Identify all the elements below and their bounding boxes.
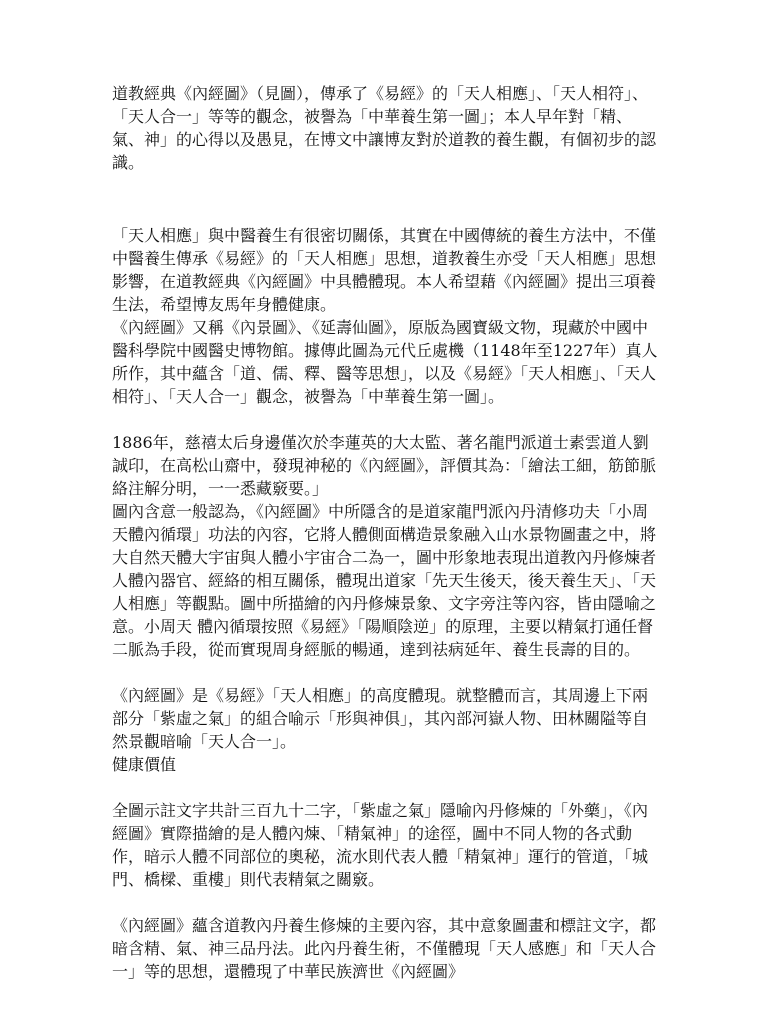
paragraph-gap — [112, 776, 660, 799]
paragraph-neidan: 《內經圖》蘊含道教內丹養生修煉的主要內容，其中意象圖畫和標註文字，都暗含精、氣、神三品丹法。此內丹養生術，不僅體現「天人感應」和「天人合一」等的思想，還體現了中華民族濟世《內經圖》 — [112, 916, 657, 981]
paragraph-gap — [112, 201, 660, 224]
paragraph-annotations: 全圖示註文字共計三百九十二字，「紫虛之氣」隱喻內丹修煉的「外藥」，《內經圖》實際描繪的是人體內煉、「精氣神」的途徑，圖中不同人物的各式動作，暗示人體不同部位的奧秘，流水則代表人體「精氣神」運行的管道，「城門、橋樑、重樓」則代表精氣之關竅。 — [112, 801, 649, 889]
paragraph-meaning: 圖內含意一般認為，《內經圖》中所隱含的是道家龍門派內丹清修功夫「小周天體內循環」功法的內容，它將人體側面構造景象融入山水景物圖畫之中，將大自然天體大宇宙與人體小宇宙合二為一，圖中形象地表現出道教內丹修煉者人體內器官、經絡的相互關係，體現出道家「先天生後天，後天養生天」、「天人相應」等觀點。圖中所描繪的內丹修煉景象、文字旁注等內容，皆由隱喻之意。小周天 體內循環按照《易經》「陽順陰逆」的原理，主要以精氣打通任督二脈為手段，從而實現周身經脈的暢通，達到祛病延年、養生長壽的目的。 — [112, 502, 657, 659]
paragraph-gap — [112, 174, 660, 201]
paragraph-gap — [112, 661, 660, 684]
paragraph-neijingtu-origin: 《內經圖》又稱《內景圖》、《延壽仙圖》，原版為國寶級文物，現藏於中國中醫科學院中國醫史博物館。據傳此圖為元代丘處機（1148年至1227年）真人所作，其中蘊含「道、儒、釋、醫等思想」，以及《易經》「天人相應」、「天人相符」、「天人合一」觀念，被譽為「中華養生第一圖」。 — [112, 318, 658, 406]
paragraph-gap — [112, 891, 660, 914]
document-page — [112, 82, 660, 983]
section-heading-health-value: 健康價值 — [112, 755, 177, 774]
paragraph-1886: 1886年，慈禧太后身邊僅次於李蓮英的大太監、著名龍門派道士素雲道人劉誠印，在高松山齋中，發現神秘的《內經圖》，評價其為：「繪法工細，筋節脈絡注解分明，一一悉藏竅要。」 — [112, 433, 657, 498]
paragraph-yijing: 《內經圖》是《易經》「天人相應」的高度體現。就整體而言，其周邊上下兩部分「紫虛之氣」的組合喻示「形與神俱」，其內部河嶽人物、田林關隘等自然景觀暗喻「天人合一」。 — [112, 686, 649, 751]
paragraph-gap — [112, 408, 660, 431]
paragraph-tianren: 「天人相應」與中醫養生有很密切關係，其實在中國傳統的養生方法中，不僅中醫養生傳承《易經》的「天人相應」思想，道教養生亦受「天人相應」思想影響，在道教經典《內經圖》中具體體現。本人希望藉《內經圖》提出三項養生法，希望博友馬年身體健康。 — [112, 226, 657, 314]
paragraph-intro: 道教經典《內經圖》（見圖），傳承了《易經》的「天人相應」、「天人相符」、「天人合一」等等的觀念，被譽為「中華養生第一圖」；本人早年對「精、氣、神」的心得以及愚見，在博文中讓博友對於道教的養生觀，有個初步的認識。 — [112, 84, 657, 172]
